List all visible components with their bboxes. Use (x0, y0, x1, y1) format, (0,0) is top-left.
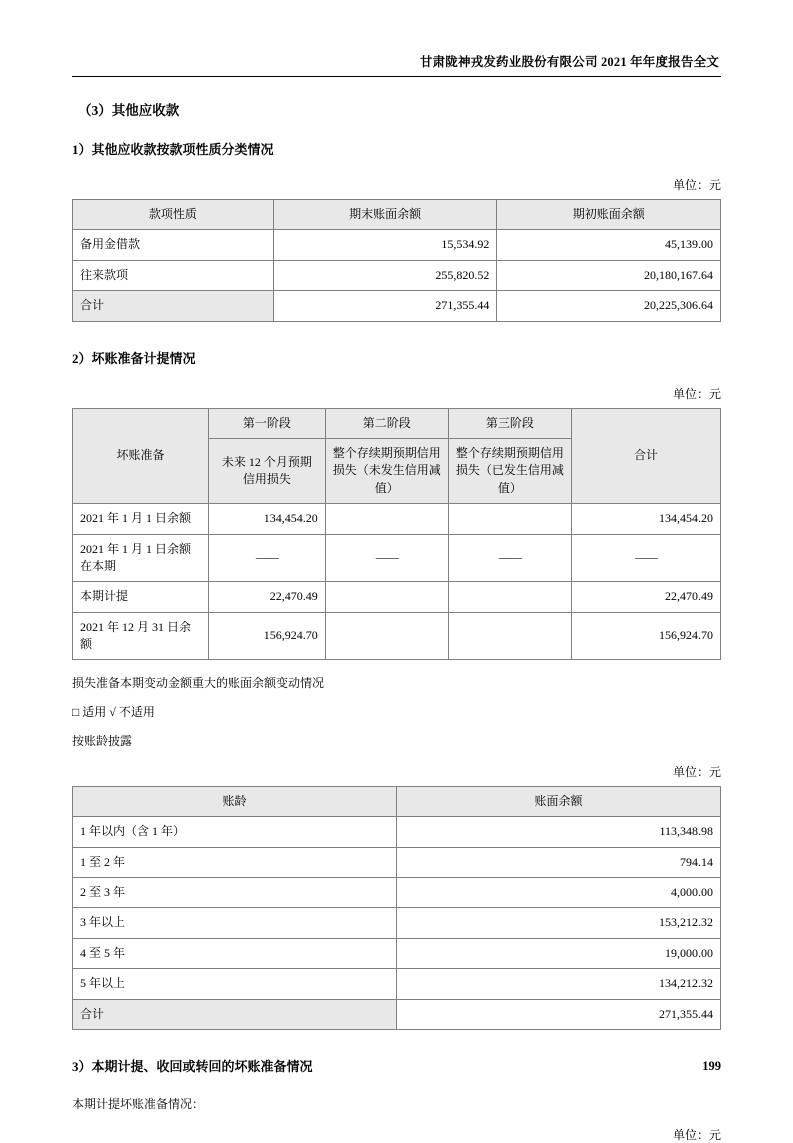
column-header-book-balance: 账面余额 (397, 786, 721, 816)
table-row (73, 260, 721, 290)
cell-beginning-balance: 45,139.00 (497, 230, 721, 260)
note-aging-disclosure: 按账龄披露 (72, 734, 133, 749)
cell-stage2 (325, 504, 448, 534)
table-row (73, 908, 721, 938)
cell-item: 2021 年 1 月 1 日余额 (73, 504, 209, 534)
page-title: （3）其他应收款 (78, 103, 180, 118)
cell-total: 22,470.49 (571, 582, 720, 612)
cell-balance: 794.14 (397, 847, 721, 877)
column-header-stage1: 第一阶段 (209, 408, 326, 438)
column-subheader-stage3: 整个存续期预期信用损失（已发生信用减值） (448, 438, 571, 503)
cell-item: 本期计提 (73, 582, 209, 612)
table-row (73, 817, 721, 847)
table-total-row (73, 291, 721, 321)
cell-aging: 2 至 3 年 (73, 878, 397, 908)
cell-nature: 合计 (73, 291, 274, 321)
subsection-2-title: 2）坏账准备计提情况 (72, 350, 196, 366)
cell-ending-balance: 15,534.92 (273, 230, 497, 260)
bad-debt-provision-table (72, 408, 721, 661)
unit-label-2: 单位：元 (672, 386, 721, 401)
cell-balance: 113,348.98 (397, 817, 721, 847)
cell-total: —— (571, 534, 720, 582)
unit-label-1: 单位：元 (672, 178, 721, 192)
note-significant-change: 损失准备本期变动金额重大的账面余额变动情况 (72, 676, 325, 691)
cell-total: 134,454.20 (571, 504, 720, 534)
page-number: 199 (702, 1059, 721, 1073)
cell-ending-balance: 271,355.44 (273, 291, 497, 321)
table-header-row (73, 200, 721, 230)
cell-balance: 4,000.00 (397, 878, 721, 908)
column-header: 期初账面余额 (497, 200, 721, 230)
cell-balance: 134,212.32 (397, 969, 721, 999)
table-header-row-1 (73, 408, 721, 438)
header-divider (72, 76, 721, 77)
subsection-3-title: 3）本期计提、收回或转回的坏账准备情况 (72, 1058, 313, 1074)
table-row (73, 847, 721, 877)
column-header-total: 合计 (571, 408, 720, 504)
table-header-row (73, 786, 721, 816)
aging-table (72, 786, 721, 1030)
cell-beginning-balance: 20,180,167.64 (497, 260, 721, 290)
cell-stage2 (325, 582, 448, 612)
cell-nature: 往来款项 (73, 260, 274, 290)
column-header: 款项性质 (73, 200, 274, 230)
table-row (73, 938, 721, 968)
cell-ending-balance: 255,820.52 (273, 260, 497, 290)
cell-stage1: —— (209, 534, 326, 582)
cell-balance: 271,355.44 (397, 999, 721, 1029)
cell-stage2 (325, 612, 448, 660)
cell-item: 2021 年 1 月 1 日余额在本期 (73, 534, 209, 582)
cell-stage3 (448, 612, 571, 660)
table-row (73, 969, 721, 999)
cell-item: 2021 年 12 月 31 日余额 (73, 612, 209, 660)
cell-total: 156,924.70 (571, 612, 720, 660)
unit-label-3: 单位：元 (672, 764, 721, 779)
cell-stage3: —— (448, 534, 571, 582)
table-row (73, 878, 721, 908)
cell-stage2: —— (325, 534, 448, 582)
table-row (73, 534, 721, 582)
column-header-provision: 坏账准备 (73, 408, 209, 504)
running-header: 甘肃陇神戎发药业股份有限公司 2021 年年度报告全文 (419, 55, 719, 69)
column-header-stage3: 第三阶段 (448, 408, 571, 438)
note-applicable-checkbox: □ 适用 √ 不适用 (72, 705, 155, 720)
table-row (73, 582, 721, 612)
cell-stage1: 156,924.70 (209, 612, 326, 660)
cell-aging: 合计 (73, 999, 397, 1029)
column-header-stage2: 第二阶段 (325, 408, 448, 438)
cell-balance: 19,000.00 (397, 938, 721, 968)
table-total-row (73, 999, 721, 1029)
cell-stage1: 134,454.20 (209, 504, 326, 534)
other-receivables-by-nature-table (72, 199, 721, 322)
cell-aging: 5 年以上 (73, 969, 397, 999)
column-subheader-stage1: 未来 12 个月预期信用损失 (209, 438, 326, 503)
table-row (73, 504, 721, 534)
note-provision-current-period: 本期计提坏账准备情况： (72, 1096, 205, 1111)
cell-aging: 1 至 2 年 (73, 847, 397, 877)
column-subheader-stage2: 整个存续期预期信用损失（未发生信用减值） (325, 438, 448, 503)
cell-beginning-balance: 20,225,306.64 (497, 291, 721, 321)
cell-aging: 1 年以内（含 1 年） (73, 817, 397, 847)
cell-balance: 153,212.32 (397, 908, 721, 938)
column-header: 期末账面余额 (273, 200, 497, 230)
cell-stage3 (448, 504, 571, 534)
cell-aging: 3 年以上 (73, 908, 397, 938)
subsection-1-title: 1）其他应收款按款项性质分类情况 (72, 142, 274, 157)
cell-nature: 备用金借款 (73, 230, 274, 260)
unit-label-4: 单位：元 (672, 1127, 721, 1142)
column-header-aging: 账龄 (73, 786, 397, 816)
cell-stage3 (448, 582, 571, 612)
cell-aging: 4 至 5 年 (73, 938, 397, 968)
table-row (73, 230, 721, 260)
table-row (73, 612, 721, 660)
cell-stage1: 22,470.49 (209, 582, 326, 612)
